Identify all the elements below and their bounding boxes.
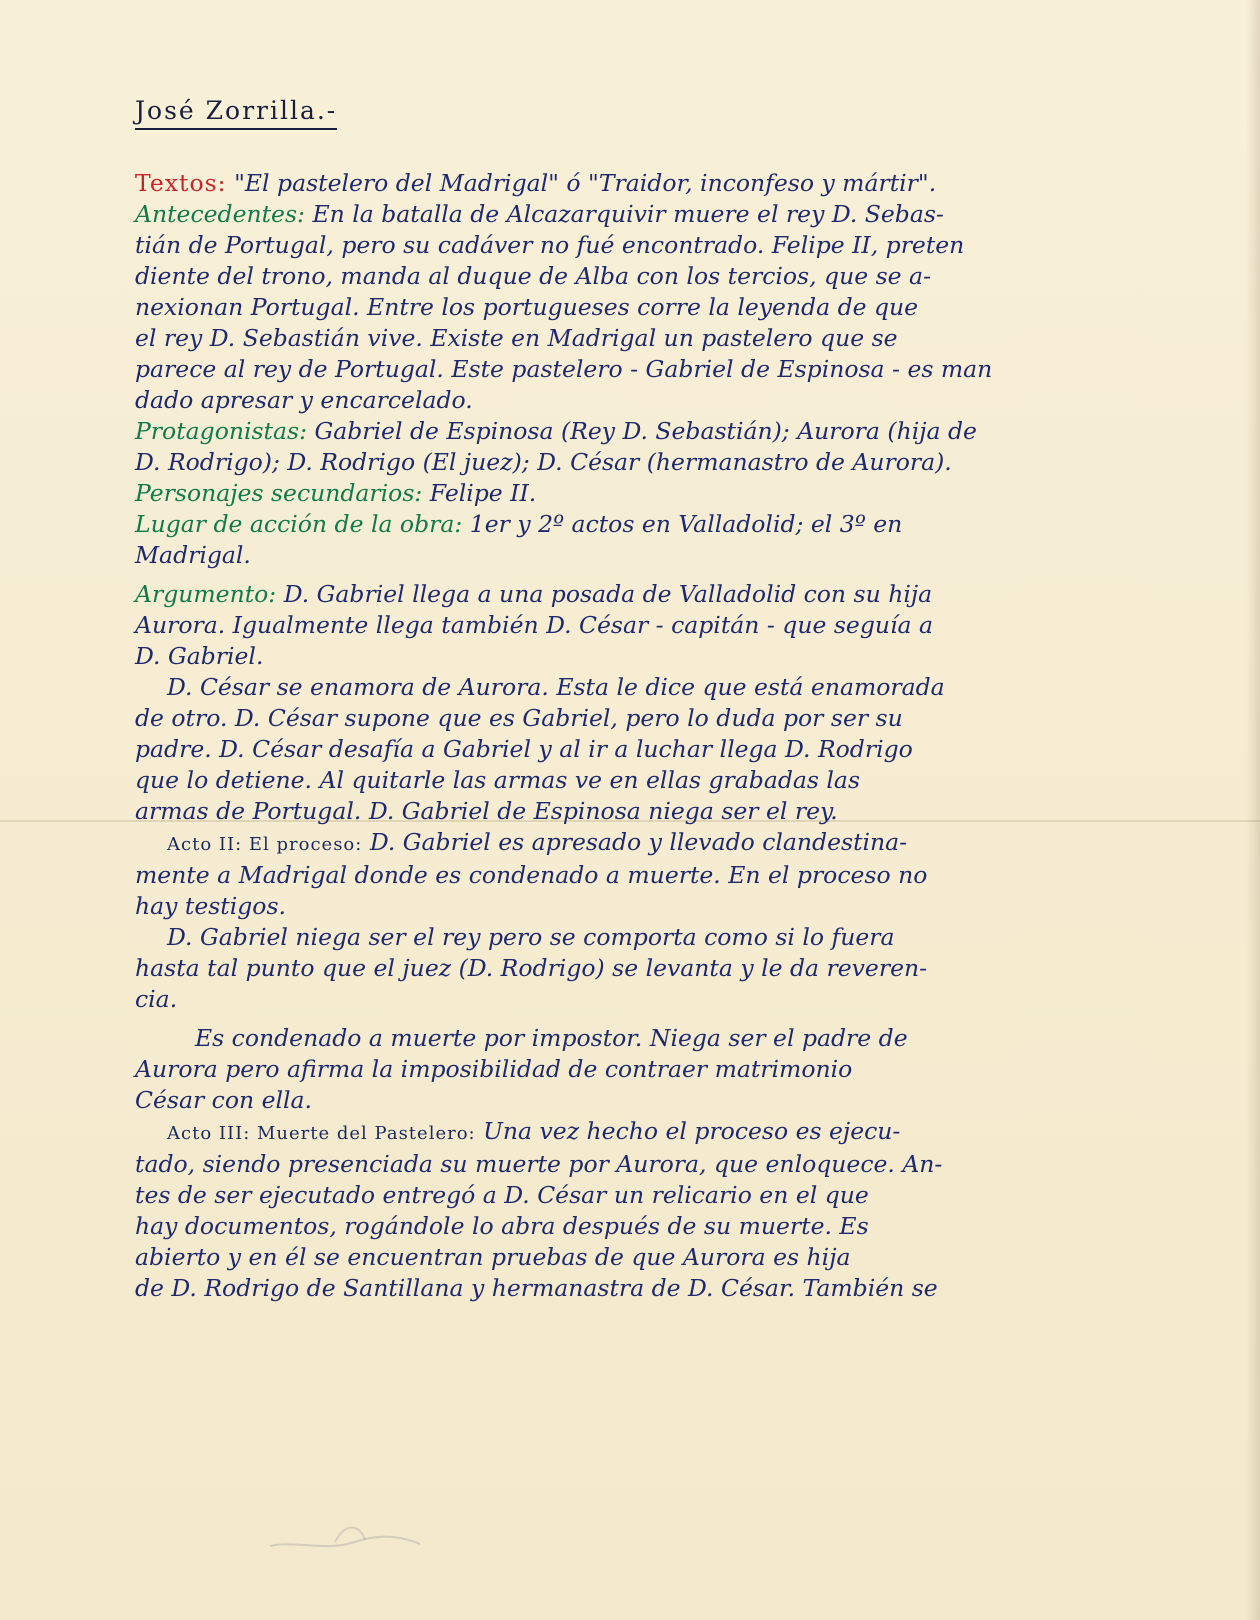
acto2-para2-line-1: hasta tal punto que el juez (D. Rodrigo) se levanta y le da reveren-: [135, 954, 928, 982]
argumento-para2-line-3: que lo detiene. Al quitarle las armas ve en ellas grabadas las: [135, 766, 861, 794]
argumento-para2-line-2: padre. D. César desafía a Gabriel y al ir a luchar llega D. Rodrigo: [135, 735, 913, 763]
antecedentes-line-4: el rey D. Sebastián vive. Existe en Madrigal un pastelero que se: [135, 324, 898, 352]
argumento-label: Argumento:: [135, 580, 277, 608]
antecedentes-line-1: tián de Portugal, pero su cadáver no fué encontrado. Felipe II, preten: [135, 231, 965, 259]
protagonistas-line-1: D. Rodrigo); D. Rodrigo (El juez); D. César (hermanastro de Aurora).: [135, 448, 952, 476]
acto3-line-4: abierto y en él se encuentran pruebas de que Aurora es hija: [135, 1243, 851, 1271]
acto3-line-5: de D. Rodrigo de Santillana y hermanastra de D. César. También se: [135, 1274, 938, 1302]
lugar-line-0: [135, 509, 1245, 540]
argumento-para2-line-4: armas de Portugal. D. Gabriel de Espinosa niega ser el rey.: [135, 797, 838, 825]
acto3-line-0: [135, 1116, 1245, 1149]
protagonistas-label: Protagonistas:: [135, 417, 307, 445]
secundarios-label: Personajes secundarios:: [135, 479, 423, 507]
spacer: [135, 1015, 1245, 1023]
acto3-text-0: Una vez hecho el proceso es ejecu-: [483, 1117, 901, 1145]
lugar-label: Lugar de acción de la obra:: [135, 510, 463, 538]
argumento-line-0: [135, 579, 1245, 610]
antecedentes-line-0: [135, 199, 1245, 230]
textos-text: "El pastelero del Madrigal" ó "Traidor, inconfeso y mártir".: [234, 169, 937, 197]
protagonistas-text-0: Gabriel de Espinosa (Rey D. Sebastián); Aurora (hija de: [314, 417, 977, 445]
lugar-line-1: Madrigal.: [135, 541, 251, 569]
lugar-text-0: 1er y 2º actos en Valladolid; el 3º en: [469, 510, 903, 538]
acto3-line-3: hay documentos, rogándole lo abra después de su muerte. Es: [135, 1212, 869, 1240]
textos-label: Textos:: [135, 169, 227, 197]
faint-stamp-mark: [265, 1512, 425, 1558]
acto3-line-2: tes de ser ejecutado entregó a D. César un relicario en el que: [135, 1181, 869, 1209]
acto2-para3-line-1: Aurora pero afirma la imposibilidad de contraer matrimonio: [135, 1055, 853, 1083]
acto2-para2-line-2: cia.: [135, 985, 178, 1013]
argumento-line-2: D. Gabriel.: [135, 642, 264, 670]
argumento-text-0: D. Gabriel llega a una posada de Valladolid con su hija: [283, 580, 933, 608]
textos-line: [135, 168, 1245, 199]
acto2-line-0: [135, 827, 1245, 860]
handwritten-page: [135, 95, 1245, 1304]
secundarios-text: Felipe II.: [429, 479, 537, 507]
acto2-text-0: D. Gabriel es apresado y llevado clandestina-: [369, 828, 908, 856]
antecedentes-text-0: En la batalla de Alcazarquivir muere el rey D. Sebas-: [312, 200, 944, 228]
secundarios-line: [135, 478, 1245, 509]
acto2-para3-line-2: César con ella.: [135, 1086, 312, 1114]
argumento-para2-line-0: D. César se enamora de Aurora. Esta le dice que está enamorada: [167, 673, 945, 701]
argumento-para2-line-1: de otro. D. César supone que es Gabriel, pero lo duda por ser su: [135, 704, 903, 732]
antecedentes-line-6: dado apresar y encarcelado.: [135, 386, 473, 414]
acto2-para2-line-0: D. Gabriel niega ser el rey pero se comporta como si lo fuera: [167, 923, 895, 951]
acto2-line-2: hay testigos.: [135, 892, 286, 920]
acto2-label: Acto II: El proceso:: [167, 834, 363, 855]
page-title: José Zorrilla.-: [135, 95, 337, 130]
antecedentes-line-3: nexionan Portugal. Entre los portugueses corre la leyenda de que: [135, 293, 919, 321]
acto2-para3-line-0: Es condenado a muerte por impostor. Niega ser el padre de: [195, 1024, 908, 1052]
protagonistas-line-0: [135, 416, 1245, 447]
argumento-line-1: Aurora. Igualmente llega también D. César - capitán - que seguía a: [135, 611, 934, 639]
acto3-label: Acto III: Muerte del Pastelero:: [167, 1123, 476, 1144]
spacer: [135, 571, 1245, 579]
acto2-line-1: mente a Madrigal donde es condenado a muerte. En el proceso no: [135, 861, 928, 889]
antecedentes-line-2: diente del trono, manda al duque de Alba con los tercios, que se a-: [135, 262, 931, 290]
page-edge-shadow: [1246, 0, 1260, 1620]
acto3-line-1: tado, siendo presenciada su muerte por Aurora, que enloquece. An-: [135, 1150, 943, 1178]
antecedentes-label: Antecedentes:: [135, 200, 305, 228]
antecedentes-line-5: parece al rey de Portugal. Este pastelero - Gabriel de Espinosa - es man: [135, 355, 993, 383]
